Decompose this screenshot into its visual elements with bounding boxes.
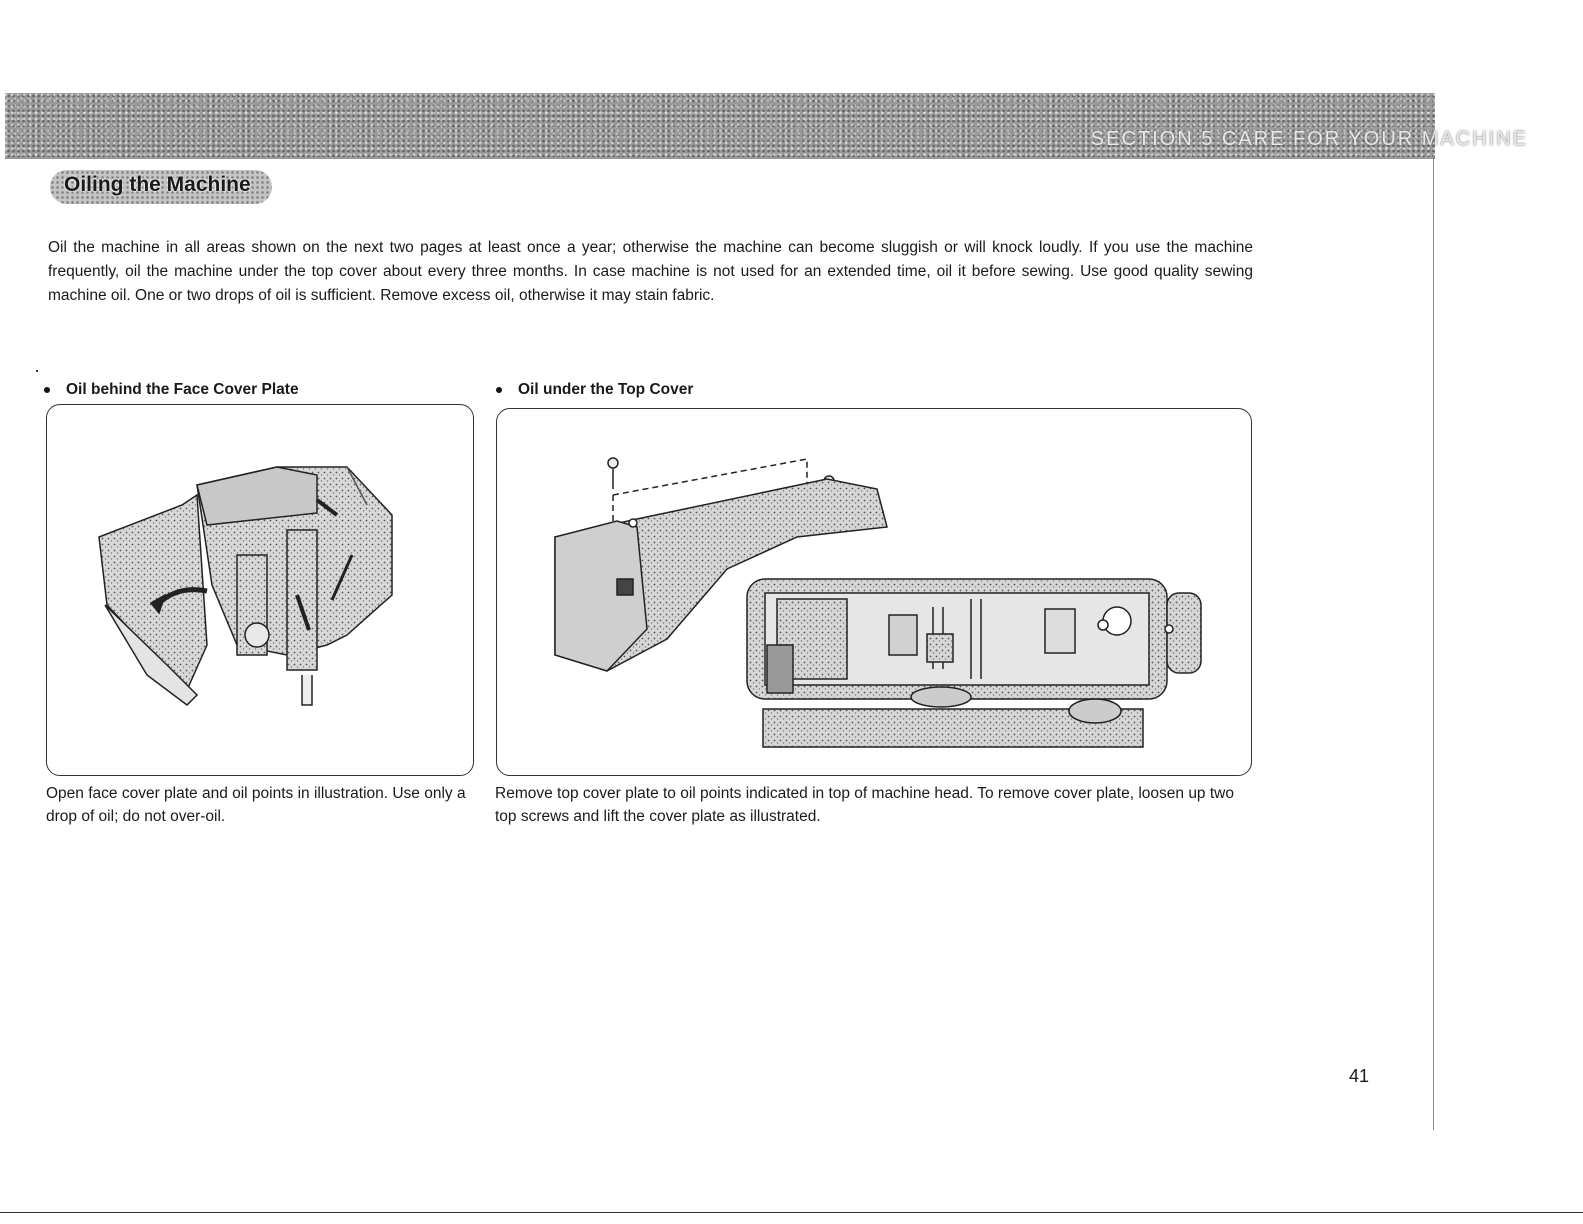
section-heading: Oiling the Machine xyxy=(64,173,251,196)
page-edge-rule xyxy=(1433,155,1434,1130)
bottom-rule xyxy=(0,1212,1583,1213)
intro-paragraph: Oil the machine in all areas shown on the next two pages at least once a year; otherwise the machine can become sluggish or will knock loudly. If you use the machine frequently, oil the machine under the top cover about every three months. In case machine is not used for an extended time, oil it before sewing. Use good quality sewing machine oil. One or two drops of oil is sufficient. Remove excess oil, otherwise it may stain fabric. xyxy=(48,239,1253,304)
bullet-icon xyxy=(496,387,502,393)
stray-mark xyxy=(36,370,38,372)
top-cover-caption: Remove top cover plate to oil points indicated in top of machine head. To remove cover plate, loosen up two top screws and lift the cover plate as illustrated. xyxy=(495,785,1234,825)
face-cover-illustration xyxy=(47,405,473,775)
top-cover-heading-text: Oil under the Top Cover xyxy=(518,381,694,398)
face-cover-illustration-frame xyxy=(46,404,474,776)
screw-icon xyxy=(608,458,618,468)
top-cover-heading xyxy=(496,381,693,399)
page-number: 41 xyxy=(1349,1066,1370,1086)
section-title: SECTION 5 CARE FOR YOUR MACHINE xyxy=(1090,128,1528,150)
face-cover-heading-text: Oil behind the Face Cover Plate xyxy=(66,381,299,398)
face-cover-caption: Open face cover plate and oil points in illustration. Use only a drop of oil; do not over-oil. xyxy=(46,785,466,825)
top-cover-illustration-frame xyxy=(496,408,1252,776)
top-cover-illustration xyxy=(497,409,1251,775)
bullet-icon xyxy=(44,387,50,393)
face-cover-heading xyxy=(44,381,299,399)
